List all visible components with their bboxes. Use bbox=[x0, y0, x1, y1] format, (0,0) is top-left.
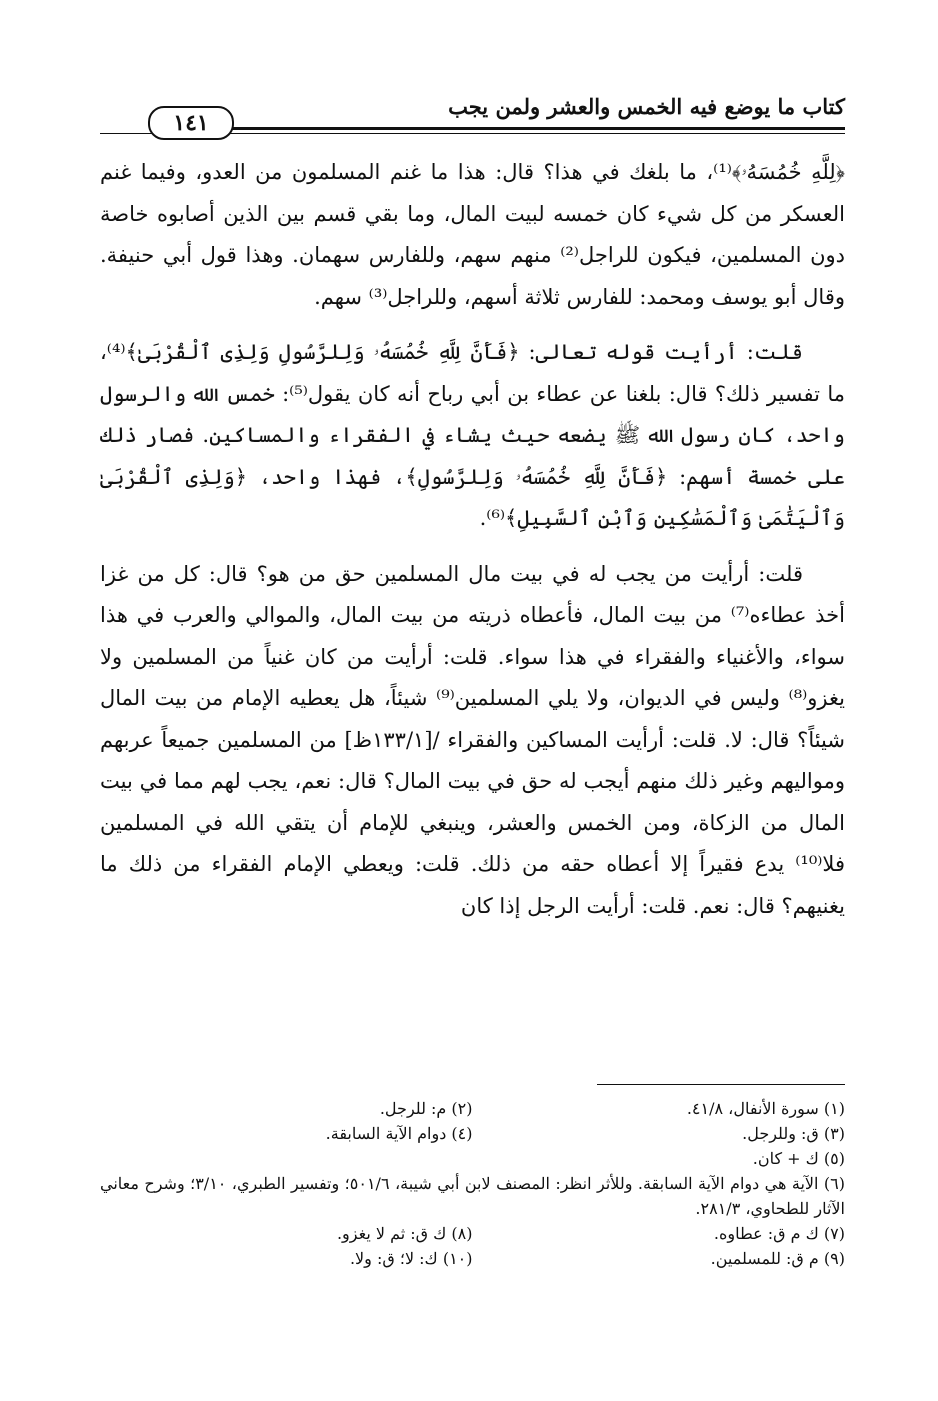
header-rule-thick bbox=[230, 127, 845, 130]
footnote-row bbox=[100, 1221, 845, 1246]
footnote: (٨) ك ق: ثم لا يغزو. bbox=[336, 1224, 473, 1243]
footnote-row bbox=[100, 1146, 845, 1171]
page-number: ١٤١ bbox=[148, 106, 234, 140]
footnote: (٢) م: للرجل. bbox=[379, 1099, 473, 1118]
footnote: (١) سورة الأنفال، ٤١/٨. bbox=[686, 1099, 845, 1118]
footnote-separator bbox=[597, 1084, 845, 1085]
footnote-row bbox=[100, 1121, 845, 1146]
footnote: (١٠) ك: لا؛ ق: ولا. bbox=[349, 1249, 473, 1268]
footnote-row bbox=[100, 1246, 845, 1271]
footnotes bbox=[100, 1096, 845, 1271]
footnote-row bbox=[100, 1096, 845, 1121]
paragraph: قلت: أرأيت قوله تعالى: ﴿فَأَنَّ لِلَّهِ خُمُسَهُۥ وَلِلرَّسُولِ وَلِذِى ٱلْقُرْبَىٰ﴾⁽⁴⁾، ما تفسير ذلك؟ قال: بلغنا عن عطاء بن أبي رباح أنه كان يقول⁽⁵⁾: خمس الله والرسول واحد، كان رسول الله ﷺ يضعه حيث يشاء في الفقراء والمساكين. فصار ذلك على خمسة أسهم: ﴿فَأَنَّ لِلَّهِ خُمُسَهُۥ وَلِلرَّسُولِ﴾، فهذا واحد، ﴿وَلِذِى ٱلْقُرْبَىٰ وَٱلْيَتَٰمَىٰ وَٱلْمَسَٰكِينِ وَٱبْنِ ٱلسَّبِيلِ﴾⁽⁶⁾. bbox=[100, 340, 845, 530]
footnote: (٩) م ق: للمسلمين. bbox=[710, 1249, 845, 1268]
footnote: (٥) ك + كان. bbox=[752, 1149, 845, 1168]
main-text bbox=[100, 152, 845, 927]
footnote: (٣) ق: وللرجل. bbox=[742, 1124, 845, 1143]
footnote: (٦) الآية هي دوام الآية السابقة. وللأثر انظر: المصنف لابن أبي شيبة، ٥٠١/٦؛ وتفسير الطبري، ٣/١٠؛ وشرح معاني الآثار للطحاوي، ٢٨١/٣. bbox=[100, 1174, 846, 1218]
footnote: (٤) دوام الآية السابقة. bbox=[325, 1124, 473, 1143]
footnote: (٧) ك م ق: عطاوه. bbox=[713, 1224, 845, 1243]
paragraph: ﴿لِلَّهِ خُمُسَهُۥ﴾⁽¹⁾، ما بلغك في هذا؟ قال: هذا ما غنم المسلمون من العدو، وفيما غنم العسكر من كل شيء كان خمسه لبيت المال، وما بقي قسم بين الذين أصابوه خاصة دون المسلمين، فيكون للراجل⁽²⁾ منهم سهم، وللفارس سهمان. وهذا قول أبي حنيفة. وقال أبو يوسف ومحمد: للفارس ثلاثة أسهم، وللراجل⁽³⁾ سهم. bbox=[100, 160, 845, 309]
paragraph: قلت: أرأيت من يجب له في بيت مال المسلمين حق من هو؟ قال: كل من غزا أخذ عطاءه⁽⁷⁾ من بيت المال، فأعطاه ذريته من بيت المال، والموالي والعرب في هذا سواء، والأغنياء والفقراء في هذا سواء. قلت: أرأيت من كان غنياً من المسلمين ولا يغزو⁽⁸⁾ وليس في الديوان، ولا يلي المسلمين⁽⁹⁾ شيئاً، هل يعطيه الإمام من بيت المال شيئاً؟ قال: لا. قلت: أرأيت المساكين والفقراء /[١٣٣/١ظ] من المسلمين جميعاً عربهم ومواليهم وغير ذلك منهم أيجب له حق في بيت المال؟ قال: نعم، يجب لهم مما في بيت المال من الزكاة، ومن الخمس والعشر، وينبغي للإمام أن يتقي الله في المسلمين فلا⁽¹⁰⁾ يدع فقيراً إلا أعطاه حقه من ذلك. قلت: ويعطي الإمام الفقراء من ذلك ما يغنيهم؟ قال: نعم. قلت: أرأيت الرجل إذا كان bbox=[100, 561, 845, 918]
running-title: كتاب ما يوضع فيه الخمس والعشر ولمن يجب bbox=[448, 94, 845, 119]
page-header bbox=[100, 94, 845, 138]
